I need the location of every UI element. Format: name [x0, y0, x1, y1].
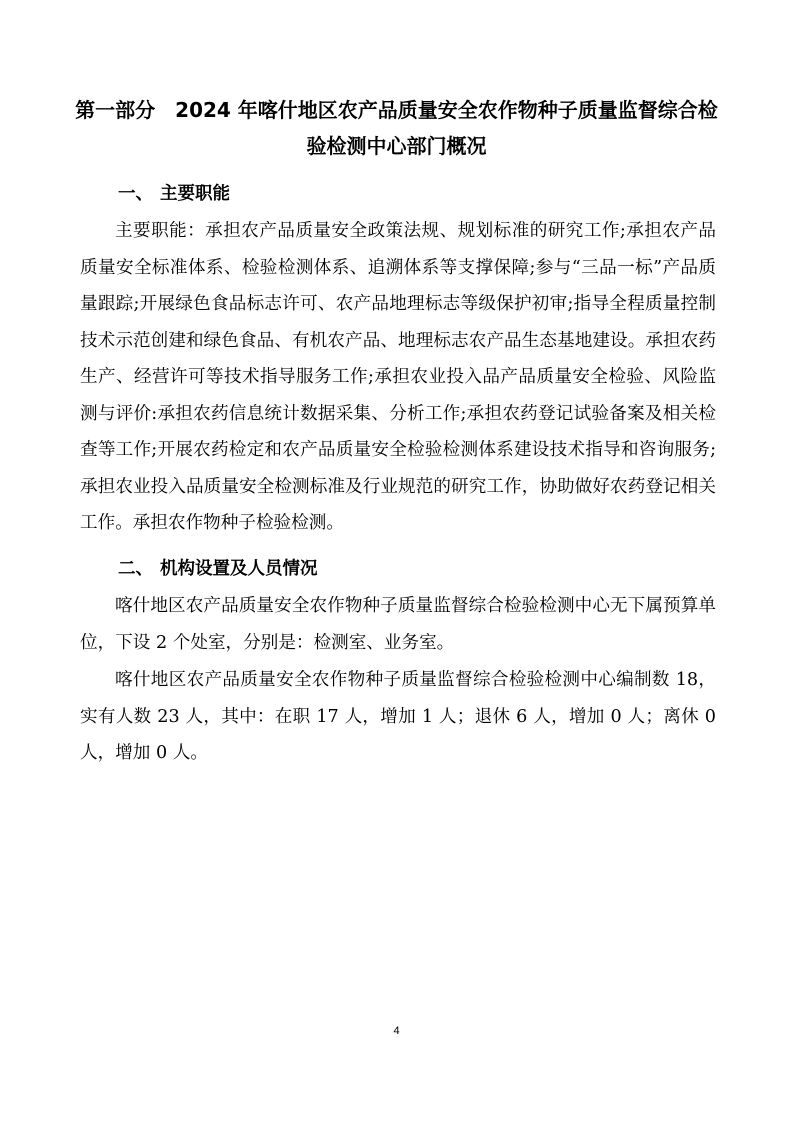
- page-title: [60, 92, 733, 164]
- organization-paragraph: 喀什地区农产品质量安全农作物种子质量监督综合检验检测中心无下属预算单位，下设 2 个处室，分别是：检测室、业务室。: [80, 596, 716, 653]
- section-heading-organization-staff: [118, 555, 318, 580]
- section-number: 一、: [118, 184, 153, 204]
- page-title-line-1: 第一部分 2024 年喀什地区农产品质量安全农作物种子质量监督综合检: [75, 98, 718, 122]
- page-title-line-2: 验检测中心部门概况: [306, 134, 487, 158]
- staffing-paragraph: 喀什地区农产品质量安全农作物种子质量监督综合检验检测中心编制数 18，实有人数 23 人，其中：在职 17 人，增加 1 人；退休 6 人，增加 0 人；离休 0 人，增加 0 人。: [80, 670, 716, 763]
- main-functions-paragraph: 主要职能：承担农产品质量安全政策法规、规划标准的研究工作;承担农产品质量安全标准体系、检验检测体系、追溯体系等支撑保障;参与“三品一标”产品质量跟踪;开展绿色食品标志许可、农产品地理标志等级保护初审;指导全程质量控制技术示范创建和绿色食品、有机农产品、地理标志农产品生态基地建设。承担农药生产、经营许可等技术指导服务工作;承担农业投入品产品质量安全检验、风险监测与评价:承担农药信息统计数据采集、分析工作;承担农药登记试验备案及相关检查等工作;开展农药检定和农产品质量安全检验检测体系建设技术指导和咨询服务;承担农业投入品质量安全检测标准及行业规范的研究工作，协助做好农药登记相关工作。承担农作物种子检验检测。: [80, 221, 716, 533]
- section-number: 二、: [118, 559, 153, 579]
- page-number: 4: [393, 1025, 400, 1037]
- section-heading-text: 机构设置及人员情况: [160, 559, 318, 579]
- section-heading-text: 主要职能: [160, 184, 230, 204]
- section-heading-main-functions: [118, 180, 230, 205]
